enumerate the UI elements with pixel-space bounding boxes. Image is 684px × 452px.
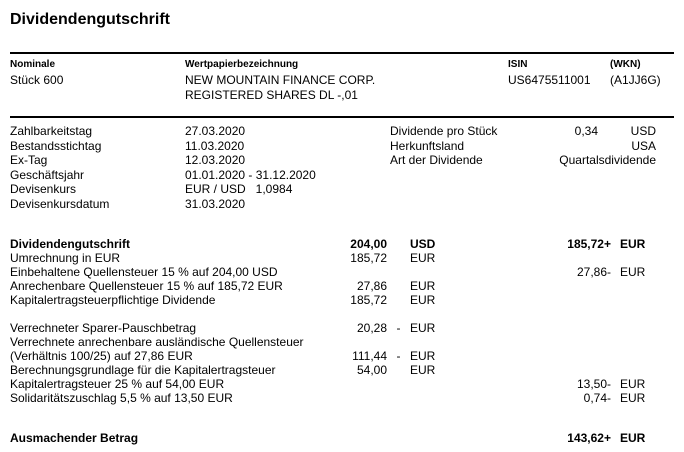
- calc-sign: [387, 293, 410, 307]
- detail-value: 27.03.2020: [185, 124, 246, 138]
- calc-currency-right: EUR: [620, 377, 646, 391]
- tax-calculation-section: [10, 321, 674, 405]
- col-header-isin: ISIN: [508, 59, 528, 70]
- calc-amount: 111,44: [352, 349, 387, 363]
- calc-row: [10, 377, 674, 391]
- calc-amount-right: [450, 279, 611, 293]
- calc-sign: [387, 335, 410, 349]
- calc-currency-right: EUR: [620, 237, 646, 251]
- calc-amount-right: 27,86-: [576, 265, 611, 279]
- calc-currency-right: [611, 251, 674, 265]
- calc-sign: [387, 377, 410, 391]
- calc-currency: USD: [410, 237, 436, 251]
- calc-currency-right: [611, 363, 674, 377]
- calc-amount-right: [450, 293, 611, 307]
- calc-currency: EUR: [410, 349, 436, 363]
- col-header-nominale: Nominale: [10, 59, 56, 70]
- calc-sign: [387, 279, 410, 293]
- isin-value: US6475511001: [508, 73, 591, 87]
- nominale-value: Stück 600: [10, 73, 64, 87]
- calc-currency: EUR: [410, 363, 436, 377]
- calc-label: Umrechnung in EUR: [10, 251, 121, 265]
- calc-sign: [387, 237, 410, 251]
- calc-amount: 185,72: [350, 251, 387, 265]
- calc-sign: [387, 391, 410, 405]
- calc-currency: [410, 391, 450, 405]
- calc-currency: [410, 377, 450, 391]
- security-table: [10, 52, 674, 118]
- calc-currency-right: [611, 293, 674, 307]
- detail-label: Zahlbarkeitstag: [10, 124, 93, 138]
- calc-label: Anrechenbare Quellensteuer 15 % auf 185,72 EUR: [10, 279, 283, 293]
- detail-right-number: 0,34: [574, 124, 598, 138]
- detail-value: 31.03.2020: [185, 196, 246, 211]
- calc-amount: [320, 391, 387, 405]
- detail-row: [10, 124, 674, 139]
- detail-label: Devisenkurs: [10, 182, 77, 196]
- calc-label: Kapitalertragsteuer 25 % auf 54,00 EUR: [10, 377, 225, 391]
- details-section: [10, 124, 674, 211]
- calc-row: [10, 335, 674, 349]
- detail-row: [10, 153, 674, 168]
- calc-row: [10, 349, 674, 363]
- calc-currency: EUR: [410, 279, 436, 293]
- total-label: Ausmachender Betrag: [10, 431, 139, 445]
- security-name-line2: REGISTERED SHARES DL -,01: [185, 88, 358, 102]
- calc-amount: [320, 265, 387, 279]
- calc-sign: [387, 251, 410, 265]
- detail-row: [10, 182, 674, 197]
- total-row: [10, 431, 674, 445]
- calc-label: (Verhältnis 100/25) auf 27,86 EUR: [10, 349, 193, 363]
- detail-value: 11.03.2020: [185, 138, 245, 153]
- calc-label: Berechnungsgrundlage für die Kapitalertragsteuer: [10, 363, 276, 377]
- calc-amount-right: 0,74-: [583, 391, 611, 405]
- calc-amount-right: [450, 321, 611, 335]
- detail-label: Bestandsstichtag: [10, 138, 102, 153]
- detail-right-label: Herkunftsland: [390, 138, 465, 153]
- security-name: [185, 73, 508, 103]
- calc-currency: EUR: [410, 321, 436, 335]
- col-header-wertpapierbezeichnung: Wertpapierbezeichnung: [185, 59, 299, 70]
- calc-sign: [387, 265, 410, 279]
- detail-row: [10, 139, 674, 154]
- calc-sign: -: [396, 321, 401, 335]
- calc-currency-right: EUR: [620, 265, 646, 279]
- security-name-line1: NEW MOUNTAIN FINANCE CORP.: [185, 73, 376, 87]
- calc-amount: 20,28: [356, 321, 387, 335]
- detail-row: [10, 197, 674, 212]
- calc-currency: [410, 265, 450, 279]
- security-table-values: [10, 73, 674, 103]
- calc-row: [10, 237, 674, 251]
- calc-row: [10, 293, 674, 307]
- calc-amount-right: [450, 349, 611, 363]
- detail-value: 12.03.2020: [185, 153, 246, 167]
- calc-currency-right: [611, 335, 674, 349]
- calc-row: [10, 279, 674, 293]
- calc-amount: 54,00: [356, 363, 387, 377]
- calc-amount: 185,72: [350, 293, 387, 307]
- detail-right-unit: Quartalsdividende: [559, 153, 656, 167]
- page-title: Dividendengutschrift: [10, 11, 171, 28]
- calc-sign: -: [396, 349, 401, 363]
- calc-amount-right: [450, 251, 611, 265]
- calc-amount-right: 13,50-: [576, 377, 611, 391]
- calc-row: [10, 391, 674, 405]
- calc-amount: [320, 377, 387, 391]
- calc-currency-right: EUR: [620, 391, 646, 405]
- calc-label: Einbehaltene Quellensteuer 15 % auf 204,00 USD: [10, 265, 278, 279]
- calc-row: [10, 321, 674, 335]
- detail-right-label: Art der Dividende: [390, 153, 483, 167]
- total-currency: EUR: [620, 431, 646, 445]
- calc-label: Dividendengutschrift: [10, 237, 131, 251]
- calc-amount: 204,00: [350, 237, 387, 251]
- calc-amount: [320, 335, 387, 349]
- calc-row: [10, 251, 674, 265]
- calc-label: Verrechneter Sparer-Pauschbetrag: [10, 321, 197, 335]
- calc-label: Solidaritätszuschlag 5,5 % auf 13,50 EUR: [10, 391, 233, 405]
- detail-row: [10, 168, 674, 183]
- detail-label: Geschäftsjahr: [10, 167, 85, 182]
- calc-sign: [387, 363, 410, 377]
- calc-label: Verrechnete anrechenbare ausländische Quellensteuer: [10, 335, 304, 349]
- calc-label: Kapitalertragsteuerpflichtige Dividende: [10, 293, 216, 307]
- calc-currency-right: [611, 279, 674, 293]
- wkn-value: (A1JJ6G): [610, 73, 661, 87]
- gross-calculation-section: [10, 237, 674, 307]
- calc-amount-right: 185,72+: [567, 237, 611, 251]
- detail-value: EUR / USD 1,0984: [185, 182, 293, 196]
- calc-amount: 27,86: [356, 279, 387, 293]
- security-table-header: [10, 58, 674, 71]
- calc-amount-right: [450, 335, 611, 349]
- calc-row: [10, 363, 674, 377]
- calc-amount-right: [450, 363, 611, 377]
- col-header-wkn: (WKN): [610, 59, 641, 70]
- calc-currency: EUR: [410, 251, 436, 265]
- detail-right-label: Dividende pro Stück: [390, 124, 498, 138]
- detail-label: Devisenkursdatum: [10, 196, 110, 211]
- calc-row: [10, 265, 674, 279]
- detail-right-unit: USA: [631, 138, 656, 153]
- calc-currency-right: [611, 321, 674, 335]
- calc-currency: [410, 335, 450, 349]
- calc-currency-right: [611, 349, 674, 363]
- total-amount: 143,62+: [567, 431, 611, 445]
- detail-label: Ex-Tag: [10, 153, 48, 167]
- detail-right-unit: USD: [630, 124, 656, 138]
- detail-value: 01.01.2020 - 31.12.2020: [185, 167, 316, 182]
- calc-currency: EUR: [410, 293, 436, 307]
